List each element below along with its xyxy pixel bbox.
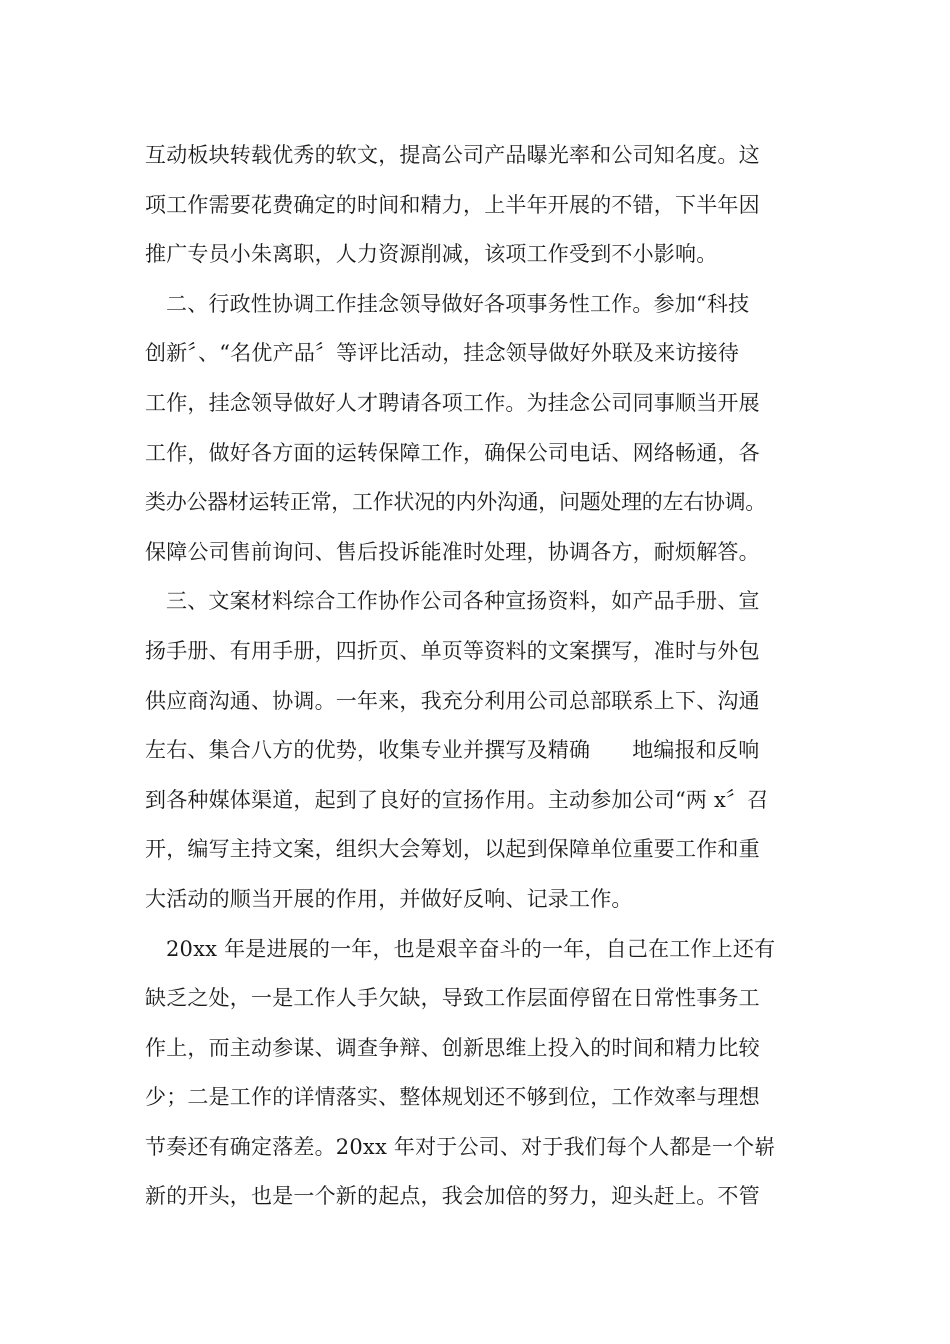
text-line: 互动板块转载优秀的软文，提高公司产品曝光率和公司知名度。这 — [145, 143, 760, 167]
text-segment: 左右、集合八方的优势，收集专业并撰写及精确 — [145, 738, 591, 763]
text-line: 节奏还有确定落差。20xx 年对于公司、对于我们每个人都是一个崭 — [145, 1134, 776, 1159]
text-line: 工作，挂念领导做好人才聘请各项工作。为挂念公司同事顺当开展 — [145, 390, 760, 415]
text-line: 少；二是工作的详情落实、整体规划还不够到位，工作效率与理想 — [145, 1085, 760, 1110]
text-line: 作上，而主动参谋、调查争辩、创新思维上投入的时间和精力比较 — [145, 1035, 760, 1060]
text-line — [145, 726, 825, 776]
text-line: 扬手册、有用手册，四折页、单页等资料的文案撰写，准时与外包 — [145, 638, 760, 663]
text-line: 大活动的顺当开展的作用，并做好反响、记录工作。 — [145, 886, 633, 911]
paragraph-start-line: 三、文案材料综合工作协作公司各种宣扬资料，如产品手册、宣 — [166, 589, 760, 614]
text-line: 供应商沟通、协调。一年来，我充分利用公司总部联系上下、沟通 — [145, 688, 760, 713]
text-line: 推广专员小朱离职，人力资源削减，该项工作受到不小影响。 — [145, 242, 718, 267]
text-line: 类办公器材运转正常，工作状况的内外沟通，问题处理的左右协调。 — [145, 490, 766, 515]
document-body — [145, 131, 825, 1222]
text-line: 保障公司售前询问、售后投诉能准时处理，协调各方，耐烦解答。 — [145, 539, 760, 564]
text-line: 项工作需要花费确定的时间和精力，上半年开展的不错，下半年因 — [145, 192, 760, 217]
text-line: 创新〞、“名优产品〞等评比活动，挂念领导做好外联及来访接待 — [145, 341, 740, 366]
text-line: 工作，做好各方面的运转保障工作，确保公司电话、网络畅通，各 — [145, 440, 760, 465]
paragraph-start-line: 二、行政性协调工作挂念领导做好各项事务性工作。参加“科技 — [166, 291, 750, 316]
text-line: 新的开头，也是一个新的起点，我会加倍的努力，迎头赶上。不管 — [145, 1184, 760, 1209]
paragraph-start-line: 20xx 年是进展的一年，也是艰辛奋斗的一年，自己在工作上还有 — [166, 936, 776, 961]
text-line: 到各种媒体渠道，起到了良好的宣扬作用。主动参加公司“两 x〞召 — [145, 787, 769, 812]
text-line: 缺乏之处，一是工作人手欠缺，导致工作层面停留在日常性事务工 — [145, 986, 760, 1011]
text-segment: 地编报和反响 — [632, 738, 760, 763]
text-line: 开，编写主持文案，组织大会筹划，以起到保障单位重要工作和重 — [145, 837, 760, 862]
